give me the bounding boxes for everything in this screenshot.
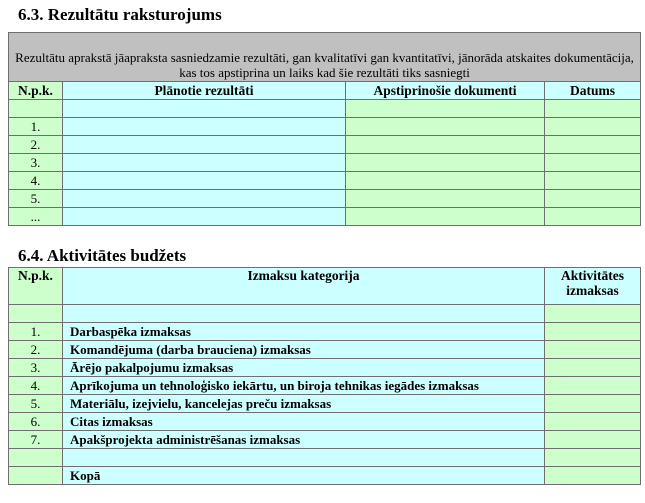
activity-cost-cell[interactable] [545,323,641,341]
cost-category-cell [63,449,545,467]
budget-section-title: 6.4. Aktivitātes budžets [18,246,187,265]
cost-category-cell: Aprīkojuma un tehnoloģisko iekārtu, un biroja tehnikas iegādes izmaksas [63,377,545,395]
table-row [9,341,641,359]
date-cell[interactable] [545,154,641,172]
activity-cost-cell[interactable] [545,359,641,377]
cost-category-cell: Citas izmaksas [63,413,545,431]
table-row [9,118,641,136]
date-cell[interactable] [545,190,641,208]
activity-cost-cell[interactable] [545,341,641,359]
npk-cell: 4. [9,172,63,190]
table-row [9,136,641,154]
planned-result-cell[interactable] [63,190,346,208]
table-row [9,100,641,118]
table-row [9,377,641,395]
npk-cell: ... [9,208,63,226]
date-cell[interactable] [545,136,641,154]
planned-result-cell[interactable] [63,172,346,190]
confirming-document-cell[interactable] [346,118,545,136]
col-header-confirming-documents: Apstiprinošie dokumenti [346,82,545,100]
npk-cell [9,305,63,323]
date-cell[interactable] [545,172,641,190]
planned-result-cell[interactable] [63,118,346,136]
npk-cell [9,449,63,467]
col-header-activity-costs: Aktivitātes izmaksas [545,268,641,305]
budget-header-row [9,268,641,305]
table-row [9,449,641,467]
table-row [9,172,641,190]
results-description-row [9,33,641,82]
npk-cell: 5. [9,395,63,413]
cost-category-cell: Materiālu, izejvielu, kancelejas preču izmaksas [63,395,545,413]
npk-cell: 2. [9,136,63,154]
planned-result-cell[interactable] [63,100,346,118]
table-row [9,190,641,208]
table-row [9,208,641,226]
col-header-planned-results: Plānotie rezultāti [63,82,346,100]
activity-cost-cell[interactable] [545,305,641,323]
activity-cost-cell[interactable] [545,413,641,431]
total-label: Kopā [63,467,545,485]
activity-cost-cell[interactable] [545,431,641,449]
npk-cell: 5. [9,190,63,208]
total-cost-cell[interactable] [545,467,641,485]
cost-category-cell: Darbaspēka izmaksas [63,323,545,341]
results-description: Rezultātu aprakstā jāapraksta sasniedzamie rezultāti, gan kvalitatīvi gan kvantitatīvi, jānorāda atskaites dokumentācija, kas tos apstiprina un laiks kad šie rezultāti tiks sasniegti [9,33,641,82]
npk-cell: 6. [9,413,63,431]
cost-category-cell: Ārējo pakalpojumu izmaksas [63,359,545,377]
date-cell[interactable] [545,118,641,136]
confirming-document-cell[interactable] [346,136,545,154]
table-row [9,395,641,413]
npk-cell [9,467,63,485]
activity-cost-cell[interactable] [545,449,641,467]
total-row [9,467,641,485]
date-cell[interactable] [545,100,641,118]
planned-result-cell[interactable] [63,208,346,226]
confirming-document-cell[interactable] [346,172,545,190]
date-cell[interactable] [545,208,641,226]
npk-cell: 3. [9,154,63,172]
activity-cost-cell[interactable] [545,395,641,413]
npk-cell: 4. [9,377,63,395]
cost-category-cell [63,305,545,323]
npk-cell: 1. [9,118,63,136]
table-row [9,305,641,323]
results-section-title: 6.3. Rezultātu raksturojums [18,5,222,24]
npk-cell: 1. [9,323,63,341]
npk-cell [9,100,63,118]
npk-cell: 7. [9,431,63,449]
results-table [8,32,641,226]
planned-result-cell[interactable] [63,136,346,154]
planned-result-cell[interactable] [63,154,346,172]
confirming-document-cell[interactable] [346,208,545,226]
results-header-row [9,82,641,100]
col-header-npk: N.p.k. [9,82,63,100]
npk-cell: 3. [9,359,63,377]
confirming-document-cell[interactable] [346,100,545,118]
table-row [9,323,641,341]
col-header-npk: N.p.k. [9,268,63,305]
table-row [9,359,641,377]
table-row [9,413,641,431]
table-row [9,431,641,449]
confirming-document-cell[interactable] [346,190,545,208]
col-header-date: Datums [545,82,641,100]
npk-cell: 2. [9,341,63,359]
table-row [9,154,641,172]
budget-table [8,267,641,485]
cost-category-cell: Komandējuma (darba brauciena) izmaksas [63,341,545,359]
confirming-document-cell[interactable] [346,154,545,172]
activity-cost-cell[interactable] [545,377,641,395]
cost-category-cell: Apakšprojekta administrēšanas izmaksas [63,431,545,449]
col-header-cost-category: Izmaksu kategorija [63,268,545,305]
